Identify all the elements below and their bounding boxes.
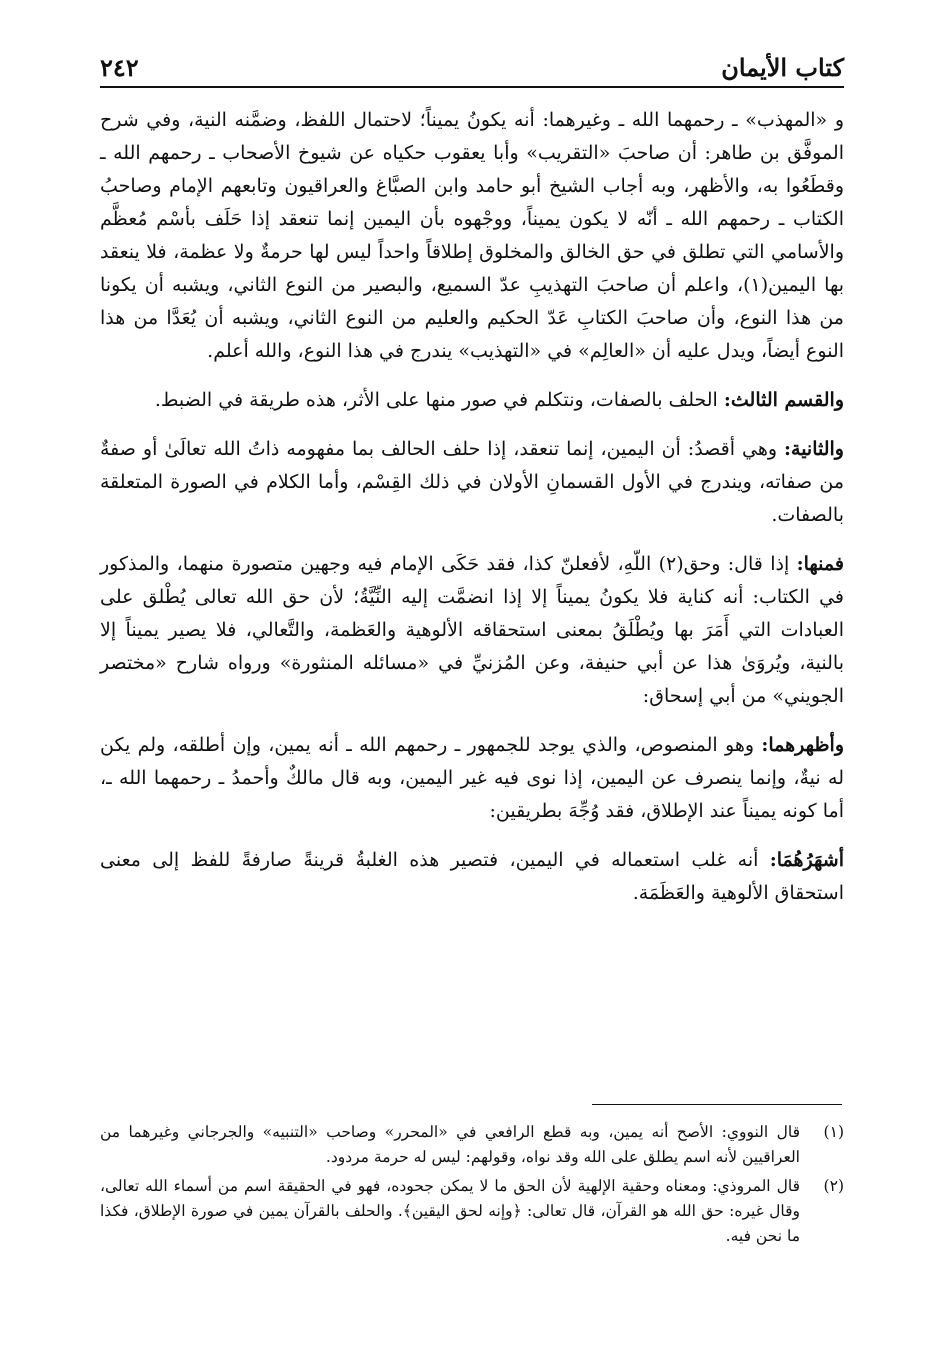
paragraph-text: و «المهذب» ـ رحمهما الله ـ وغيرهما: أنه يكونُ يميناً؛ لاحتمال اللفظ، وضمَّنه النية، وفي شرح الموفَّق بن طاهر: أن صاحبَ «التقريب» وأبا يعقوب حكياه عن شيوخ الأصحاب ـ رحمهم الله ـ وقطَعُوا به، والأظهر، وبه أجاب الشيخ أبو حامد وابن الصبَّاغ والعراقيون وتابعهم الإمام وصاحبُ الكتاب ـ رحمهم الله ـ أنّه لا يكون يميناً، ووجْهوه بأن اليمين إنما تنعقد إذا حَلَف بأسْم مُعظَّم والأسامي التي تطلق في حق الخالق والمخلوق إطلاقاً واحداً ليس لها حرمةٌ ولا عظمة، فلا ينعقد بها اليمين(١)، واعلم أن صاحبَ التهذيبِ عدّ السميع، والبصير من النوع الثاني، ويشبه أن يكونا من هذا النوع، وأن صاحبَ الكتابِ عَدّ الحكيم والعليم من النوع الثاني، ويشبه أن يُعَدَّا من هذا النوع أيضاً، ويدل عليه أن «العالِم» في «التهذيب» يندرج في هذا النوع، والله أعلم. xyxy=(100,109,844,362)
footnote xyxy=(100,1120,844,1170)
page-number: ٢٤٢ xyxy=(100,53,139,82)
paragraph-lead: والثانية: xyxy=(784,438,844,460)
paragraph xyxy=(100,384,844,417)
paragraph xyxy=(100,433,844,532)
paragraph xyxy=(100,548,844,713)
running-header xyxy=(100,42,844,82)
paragraph-text: إذا قال: وحق(٢) اللّهِ، لأفعلنّ كذا، فقد حَكَى الإمام فيه وجهين متصورة منهما، والمذكور في الكتاب: أنه كناية فلا يكونُ يميناً إلا إذا انضمَّت إليه النِّيَّةُ؛ لأن حق الله تعالى يُطْلق على العبادات التي أَمَرَ بها ويُطْلَقُ بمعنى استحقاقه الألوهية والعَظمة، والتَّعالي، فلا يصير يميناً إلا بالنية، ويُروَىٰ هذا عن أبي حنيفة، وعن المُزنيِّ في «مسائله المنثورة» ورواه شارح «مختصر الجويني» من أبي إسحاق: xyxy=(100,553,844,707)
paragraph-text: أنه غلب استعماله في اليمين، فتصير هذه الغلبةُ قرينةً صارفةً للفظ إلى معنى استحقاق الألوهية والعَظَمَة. xyxy=(100,849,844,904)
paragraph xyxy=(100,104,844,368)
paragraph-text: وهو المنصوص، والذي يوجد للجمهور ـ رحمهم الله ـ أنه يمين، وإن أطلقه، ولم يكن له نيةٌ، وإنما ينصرف عن اليمين، إذا نوى فيه غير اليمين، وبه قال مالكٌ وأحمدُ ـ رحمهما الله ـ، أما كونه يميناً عند الإطلاق، فقد وُجِّهَ بطريقين: xyxy=(100,734,844,822)
paragraph-lead: وأظهرهما: xyxy=(761,734,844,756)
footnote-text: قال النووي: الأصح أنه يمين، وبه قطع الرافعي في «المحرر» وصاحب «التنبيه» والجرجاني وغيرهما من العراقيين لأنه اسم يطلق على الله وقد نواه، وقولهم: ليس له حرمة مردود. xyxy=(100,1123,800,1166)
paragraph-lead: فمنها: xyxy=(796,553,844,575)
paragraph-text: وهي أقصدُ: أن اليمين، إنما تنعقد، إذا حلف الحالف بما مفهومه ذاتُ الله تعالَىٰ أو صفةٌ من صفاته، ويندرج في الأول القسمانِ الأولان في ذلك القِسْم، وأما الكلام في الصورة المتعلقة بالصفات. xyxy=(100,438,844,526)
paragraph xyxy=(100,729,844,828)
header-title: كتاب الأيمان xyxy=(721,53,844,82)
footnote-text: قال المروذي: ومعناه وحقية الإلهية لأن الحق ما لا يمكن جحوده، فهو في الحقيقة اسم من أسماء الله تعالى، وقال غيره: حق الله هو القرآن، قال تعالى: ﴿وإنه لحق اليقين﴾. والحلف بالقرآن يمين في صورة الإطلاق، فكذا ما نحن فيه. xyxy=(100,1177,800,1245)
footnote-number: (١) xyxy=(823,1123,844,1141)
header-divider xyxy=(100,86,844,88)
footnote-number: (٢) xyxy=(823,1177,844,1195)
paragraph-text: الحلف بالصفات، ونتكلم في صور منها على الأثر، هذه طريقة في الضبط. xyxy=(154,389,724,411)
paragraph-lead: أشهَرُهُمَا: xyxy=(769,849,844,871)
footnote xyxy=(100,1174,844,1249)
paragraph xyxy=(100,844,844,910)
footnote-divider xyxy=(592,1104,842,1105)
main-text xyxy=(100,104,844,926)
footnotes xyxy=(100,1120,844,1253)
paragraph-lead: والقسم الثالث: xyxy=(723,389,844,411)
